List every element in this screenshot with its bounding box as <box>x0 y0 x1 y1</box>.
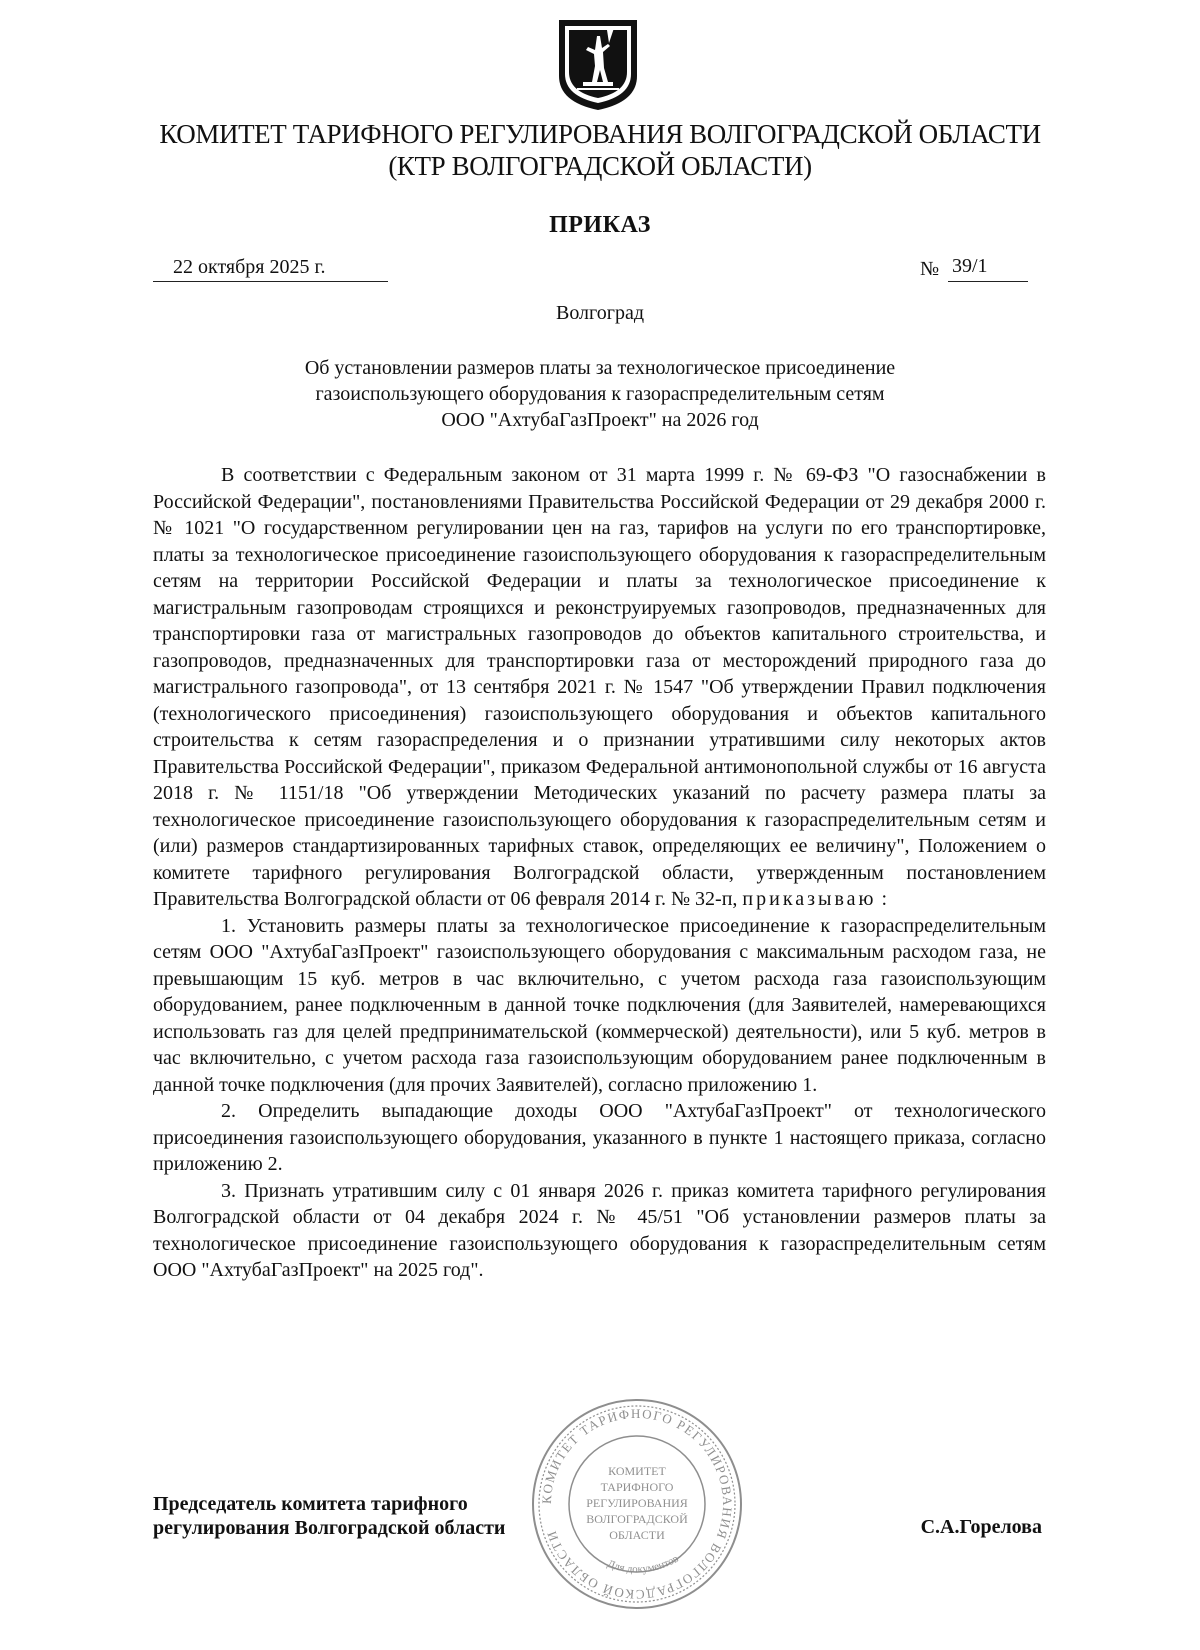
signatory-name: С.А.Горелова <box>920 1516 1042 1538</box>
order-number: 39/1 <box>948 253 1028 282</box>
order-verb: приказываю <box>742 888 877 910</box>
order-number-label: № <box>920 258 940 280</box>
signatory-position-line: регулирования Волгоградской области <box>153 1517 506 1539</box>
seal-center-text: ТАРИФНОГО <box>600 1480 674 1494</box>
svg-text:Для документов <box>606 1553 681 1576</box>
official-seal-icon <box>528 1395 746 1613</box>
order-date: 22 октября 2025 г. <box>153 255 388 282</box>
subject-line: Об установлении размеров платы за технологическое присоединение <box>304 357 896 379</box>
order-item-1: 1. Установить размеры платы за технологическое присоединение к газораспределительным сетям ООО "АхтубаГазПроект" газоиспользующего оборудования с максимальным расходом газа, не превышающим 15 куб. метров в час включительно, с учетом расхода газа газоиспользующим оборудованием, ранее подключенным в данной точке подключения (для Заявителей, намеревающихся использовать газ для целей предпринимательской (коммерческой) деятельности), или 5 куб. метров в час включительно, с учетом расхода газа газоиспользующим оборудованием ранее подключенным в данной точке подключения (для прочих Заявителей), согласно приложению 1. <box>153 914 1046 1096</box>
seal-center-text: КОМИТЕТ <box>608 1464 666 1478</box>
subject-line: газоиспользующего оборудования к газораспределительным сетям <box>315 383 885 405</box>
signatory-position <box>153 1492 505 1540</box>
order-subject <box>0 355 1200 433</box>
seal-center-text: РЕГУЛИРОВАНИЯ <box>586 1496 688 1510</box>
preamble-text: В соответствии с Федеральным законом от 31 марта 1999 г. № 69-ФЗ "О газоснабжении в Российской Федерации", постановлениями Правительства Российской Федерации от 29 декабря 2000 г. № 1021 "О государственном регулировании цен на газ, тарифов на услуги по его транспортировке, платы за технологическое присоединение газоиспользующего оборудования к газораспределительным сетям на территории Российской Федерации и платы за технологическое присоединение к магистральным газопроводам строящихся и реконструируемых газопроводов, предназначенных для транспортировки газа от магистральных газопроводов до объектов капитального строительства, и газопроводов, предназначенных для транспортировки газа от месторождений природного газа до магистрального газопровода", от 13 сентября 2021 г. № 1547 "Об утверждении Правил подключения (технологического присоединения) газоиспользующего оборудования и объектов капитального строительства к сетям газораспределения и о признании утратившими силу некоторых актов Правительства Российской Федерации", приказом Федеральной антимонопольной службы от 16 августа 2018 г. № 1151/18 "Об утверждении Методических указаний по расчету размера платы за технологическое присоединение газоиспользующего оборудования к газораспределительным сетям и (или) размеров стандартизированных тарифных ставок, определяющих ее величину", Положением о комитете тарифного регулирования Волгоградской области, утвержденным постановлением Правительства Волгоградской области от 06 февраля 2014 г. № 32-п, <box>153 464 1046 910</box>
subject-line: ООО "АхтубаГазПроект" на 2026 год <box>441 409 759 431</box>
volgograd-coat-of-arms-icon <box>553 16 643 112</box>
seal-center-text: ОБЛАСТИ <box>609 1528 665 1542</box>
seal-bottom-text: Для документов <box>605 1552 681 1576</box>
order-item-3: 3. Признать утратившим силу с 01 января 2026 г. приказ комитета тарифного регулирования Волгоградской области от 04 декабря 2024 г. № 45/51 "Об установлении размеров платы за технологическое присоединение газоиспользующего оборудования к газораспределительным сетям ООО "АхтубаГазПроект" на 2025 год". <box>153 1179 1046 1281</box>
organization-abbreviation: (КТР ВОЛГОГРАДСКОЙ ОБЛАСТИ) <box>388 151 812 181</box>
document-type-title: ПРИКАЗ <box>549 212 651 238</box>
organization-name: КОМИТЕТ ТАРИФНОГО РЕГУЛИРОВАНИЯ ВОЛГОГРАДСКОЙ ОБЛАСТИ <box>159 119 1041 149</box>
preamble-paragraph: В соответствии с Федеральным законом от 31 марта 1999 г. № 69-ФЗ "О газоснабжении в Российской Федерации", постановлениями Правительства Российской Федерации от 29 декабря 2000 г. № 1021 "О государственном регулировании цен на газ, тарифов на услуги по его транспортировке, платы за технологическое присоединение газоиспользующего оборудования к газораспределительным сетям на территории Российской Федерации и платы за технологическое присоединение к магистральным газопроводам строящихся и реконструируемых газопроводов, предназначенных для транспортировки газа от магистральных газопроводов до объектов капитального строительства, и газопроводов, предназначенных для транспортировки газа от месторождений природного газа до магистрального газопровода", от 13 сентября 2021 г. № 1547 "Об утверждении Правил подключения (технологического присоединения) газоиспользующего оборудования и объектов капитального строительства к сетям газораспределения и о признании утратившими силу некоторых актов Правительства Российской Федерации", приказом Федеральной антимонопольной службы от 16 августа 2018 г. № 1151/18 "Об утверждении Методических указаний по расчету размера платы за технологическое присоединение газоиспользующего оборудования к газораспределительным сетям и (или) размеров стандартизированных тарифных ставок, определяющих ее величину", Положением о комитете тарифного регулирования Волгоградской области, утвержденным постановлением Правительства Волгоградской области от 06 февраля 2014 г. № 32-п, приказываю : <box>153 464 1046 910</box>
seal-center-text: ВОЛГОГРАДСКОЙ <box>586 1512 688 1526</box>
order-item-2: 2. Определить выпадающие доходы ООО "АхтубаГазПроект" от технологического присоединения газоиспользующего оборудования, указанного в пункте 1 настоящего приказа, согласно приложению 2. <box>153 1100 1046 1175</box>
issue-city: Волгоград <box>555 302 645 324</box>
order-body <box>153 462 1046 1284</box>
signatory-position-line: Председатель комитета тарифного <box>153 1493 468 1515</box>
seal-ring-text: КОМИТЕТ ТАРИФНОГО РЕГУЛИРОВАНИЯ ВОЛГОГРАДСКОЙ ОБЛАСТИ <box>538 1405 736 1603</box>
